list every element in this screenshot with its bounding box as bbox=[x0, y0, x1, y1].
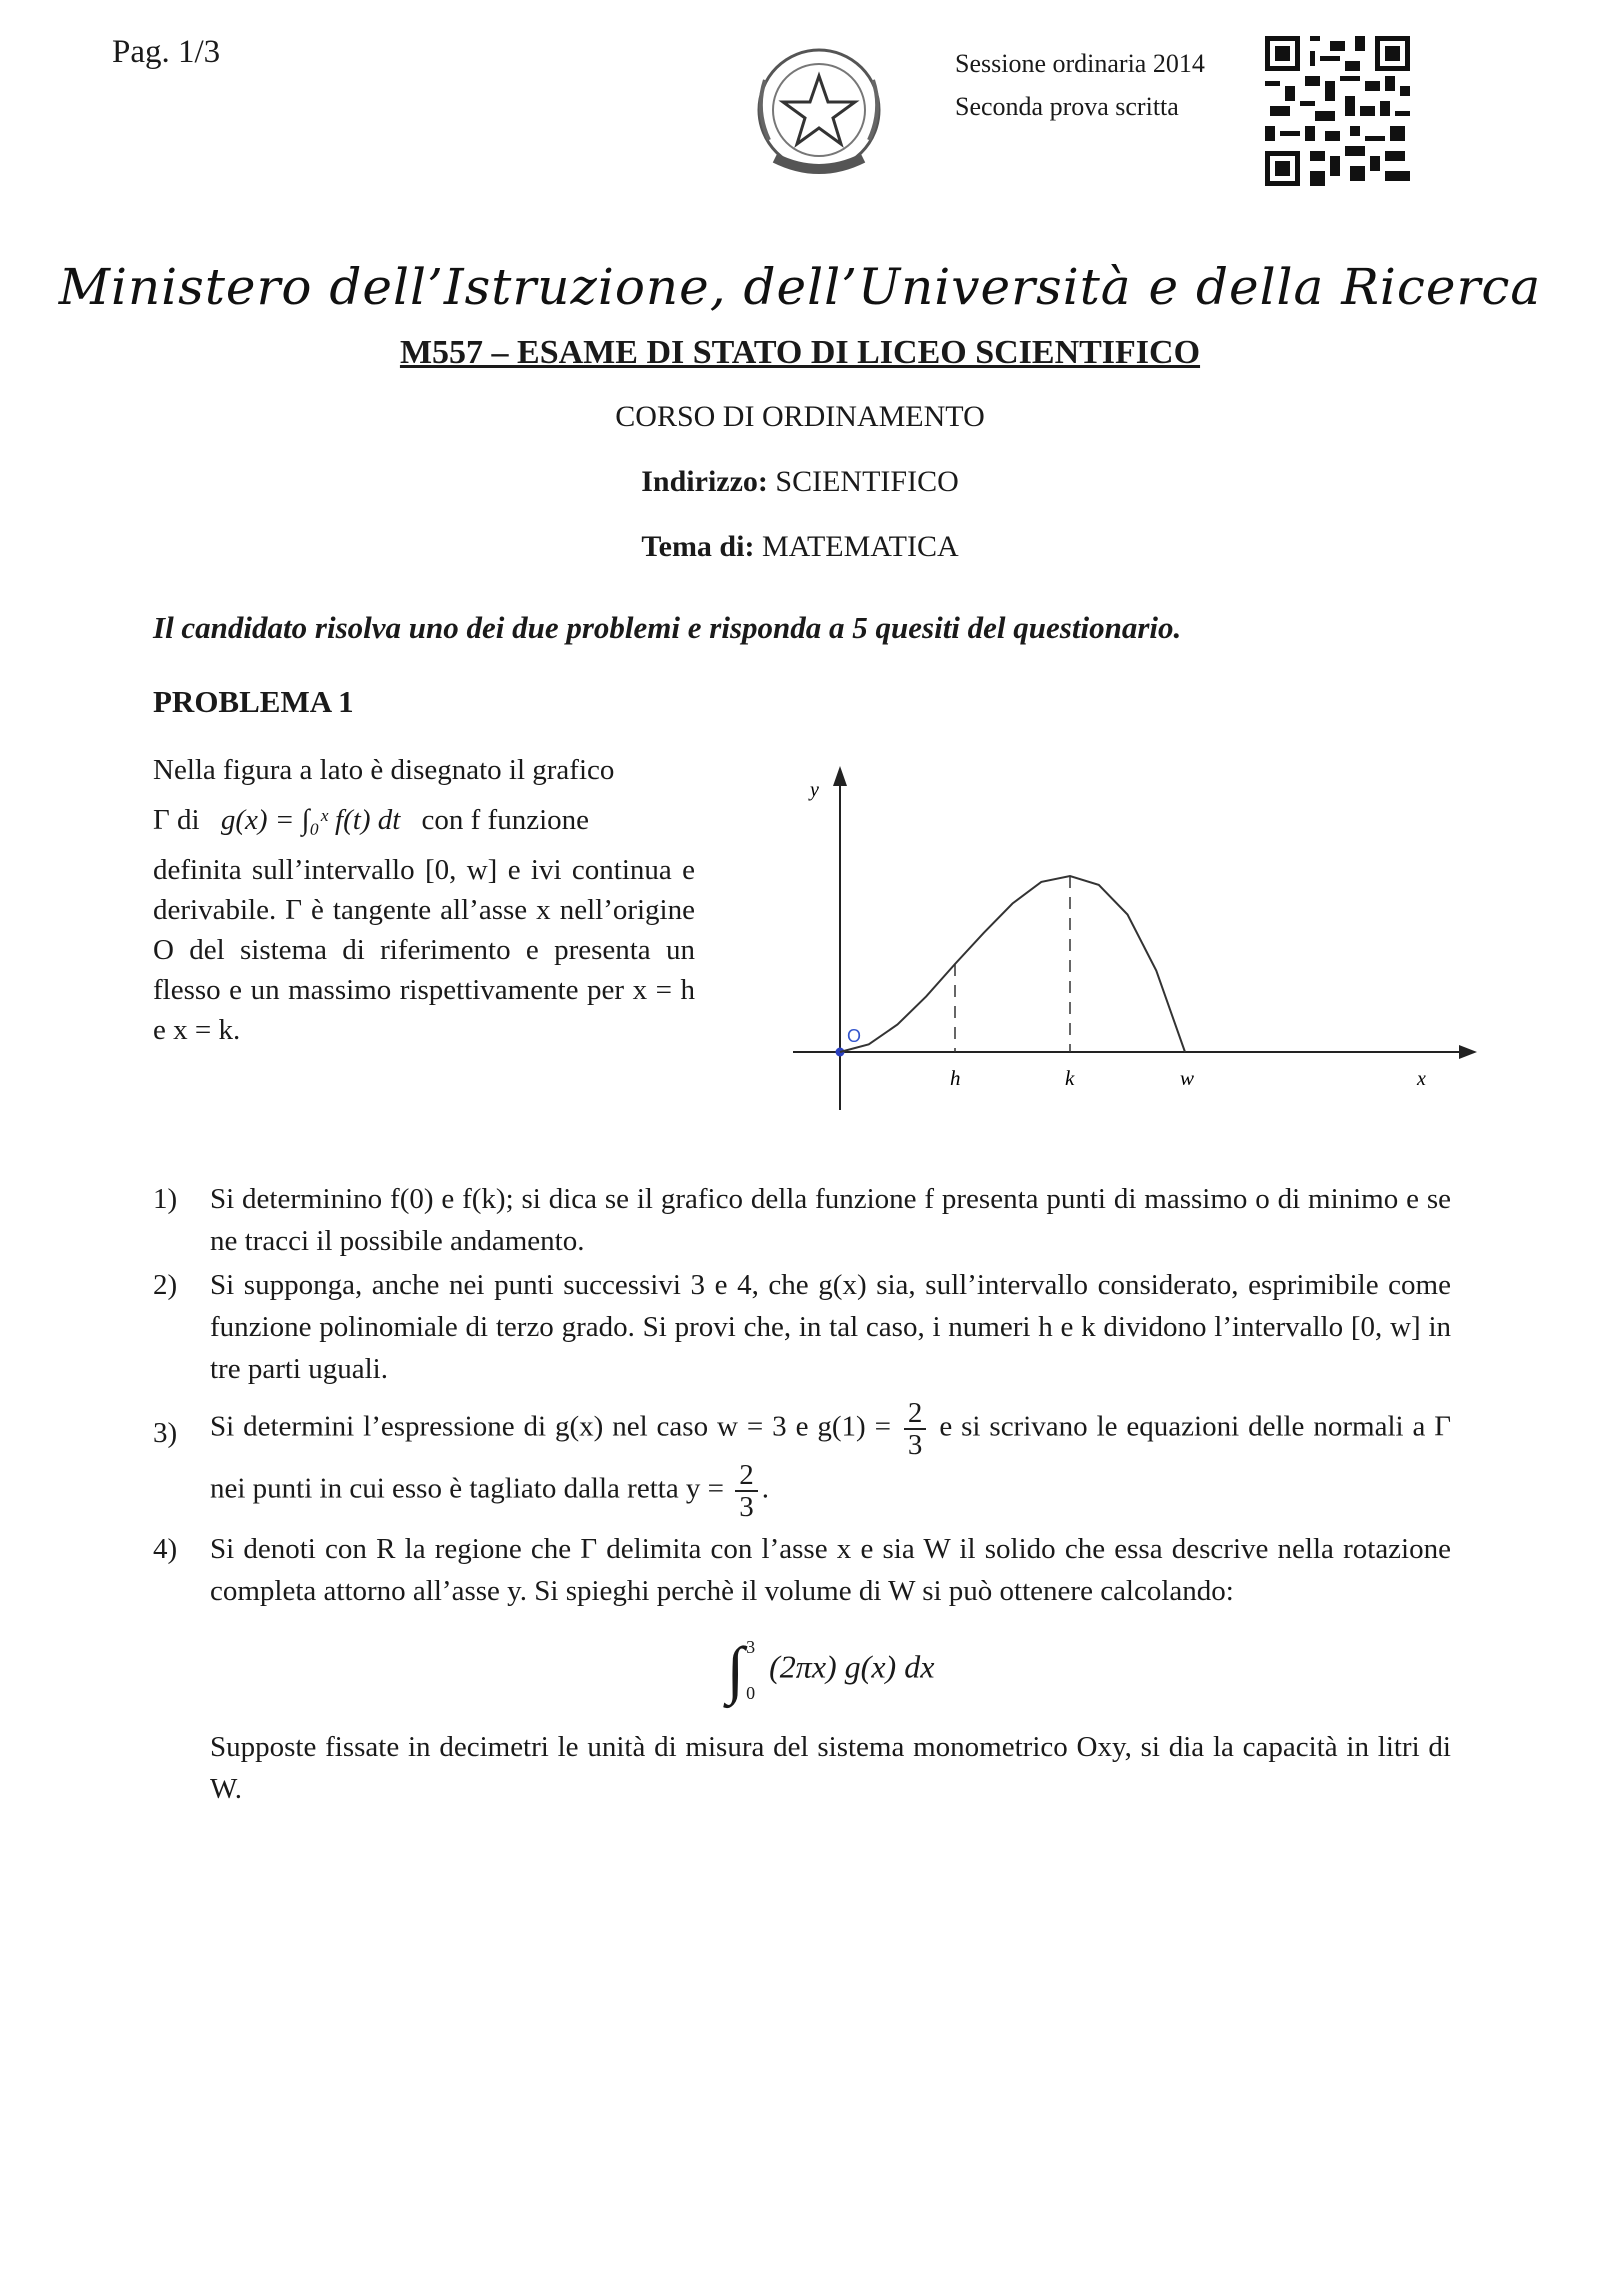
course-line: CORSO DI ORDINAMENTO bbox=[615, 400, 985, 433]
tick-label-h: h bbox=[950, 1066, 961, 1090]
intro-formula: g(x) = ∫₀ˣ f(t) dt bbox=[220, 804, 401, 836]
y-axis-label: y bbox=[810, 779, 819, 801]
fraction-numerator: 2 bbox=[904, 1398, 927, 1430]
question-4 bbox=[153, 1528, 1451, 1810]
fraction-denominator: 3 bbox=[739, 1491, 754, 1523]
address-label: Indirizzo: bbox=[641, 465, 768, 498]
question-number: 1) bbox=[153, 1183, 178, 1215]
tick-label-w: w bbox=[1180, 1066, 1195, 1090]
question-3 bbox=[153, 1398, 1451, 1522]
qr-code-icon bbox=[1265, 36, 1410, 186]
integral-lower-limit: 0 bbox=[746, 1683, 756, 1703]
integral-sign: ∫ bbox=[726, 1634, 745, 1705]
question-text: Si supponga, anche nei punti successivi 3 e 4, che g(x) sia, sull’intervallo considerato, esprimibile come funzione polinomiale di terzo grado. Si provi che, in tal caso, i numeri h e k dividono l’intervallo [0, w] in tre parti uguali. bbox=[210, 1269, 1451, 1385]
session-info bbox=[955, 42, 1205, 128]
question-list bbox=[153, 1178, 1451, 1812]
question-number: 2) bbox=[153, 1269, 178, 1301]
integral-upper-limit: 3 bbox=[746, 1637, 756, 1657]
address-line bbox=[0, 465, 1600, 499]
graph-curve bbox=[840, 876, 1185, 1052]
integral-body: (2πx) g(x) dx bbox=[769, 1648, 935, 1685]
instructions: Il candidato risolva uno dei due problemi e risponda a 5 quesiti del questionario. bbox=[153, 610, 1182, 645]
function-graph bbox=[785, 760, 1485, 1115]
question-1 bbox=[153, 1178, 1451, 1262]
question-text: Si denoti con R la regione che Γ delimita con l’asse x e sia W il solido che essa descrive nella rotazione completa attorno all’asse y. Si spieghi perchè il volume di W si può ottenere calcolando: bbox=[210, 1533, 1451, 1607]
intro-line-1: Nella figura a lato è disegnato il grafico bbox=[153, 754, 615, 786]
problem-intro bbox=[153, 750, 695, 1050]
intro-line-2 bbox=[153, 800, 695, 840]
theme-line bbox=[0, 530, 1600, 564]
volume-integral bbox=[210, 1624, 1451, 1716]
fraction-denominator: 3 bbox=[907, 1429, 923, 1461]
session-line-2: Seconda prova scritta bbox=[955, 92, 1179, 121]
address-value: SCIENTIFICO bbox=[775, 465, 959, 498]
tick-label-k: k bbox=[1065, 1066, 1075, 1090]
intro-function-text: con f funzione bbox=[421, 804, 590, 836]
question-2 bbox=[153, 1264, 1451, 1390]
question-text-c: . bbox=[761, 1472, 770, 1505]
x-axis-label: x bbox=[1417, 1068, 1426, 1090]
theme-label: Tema di: bbox=[641, 530, 755, 563]
question-text: Si determinino f(0) e f(k); si dica se il grafico della funzione f presenta punti di massimo o di minimo e se ne tracci il possibile andamento. bbox=[210, 1183, 1451, 1257]
question-number: 4) bbox=[153, 1533, 178, 1565]
question-number: 3) bbox=[153, 1417, 178, 1449]
republic-emblem-icon bbox=[735, 40, 903, 190]
session-line-1: Sessione ordinaria 2014 bbox=[955, 49, 1205, 78]
page-number: Pag. 1/3 bbox=[112, 34, 221, 70]
ministry-title: Ministero dell’Istruzione, dell’Università e della Ricerca bbox=[58, 258, 1542, 316]
question-text-b: e si scrivano le equazioni delle normali a Γ nei punti in cui esso è tagliato dalla retta y = bbox=[210, 1410, 1452, 1505]
y-axis-arrow-icon bbox=[833, 766, 847, 786]
theme-value: MATEMATICA bbox=[761, 530, 959, 563]
closing-paragraph: Supposte fissate in decimetri le unità di misura del sistema monometrico Oxy, si dia la capacità in litri di W. bbox=[210, 1731, 1451, 1805]
intro-gamma-text: Γ di bbox=[153, 804, 200, 836]
x-axis-arrow-icon bbox=[1459, 1045, 1477, 1059]
integral-limits bbox=[746, 1624, 755, 1716]
fraction bbox=[904, 1398, 927, 1460]
question-text-a: Si determini l’espressione di g(x) nel caso w = 3 e g(1) = bbox=[210, 1410, 891, 1443]
exam-title: M557 – ESAME DI STATO DI LICEO SCIENTIFICO bbox=[399, 334, 1201, 371]
fraction bbox=[735, 1460, 758, 1522]
intro-paragraph: definita sull’intervallo [0, w] e ivi continua e derivabile. Γ è tangente all’asse x nell’origine O del sistema di riferimento e presenta un flesso e un massimo rispettivamente per x = h e x = k. bbox=[153, 854, 695, 1046]
origin-label: O bbox=[847, 1026, 862, 1046]
fraction-numerator: 2 bbox=[735, 1460, 758, 1492]
problem-title: PROBLEMA 1 bbox=[153, 684, 354, 719]
